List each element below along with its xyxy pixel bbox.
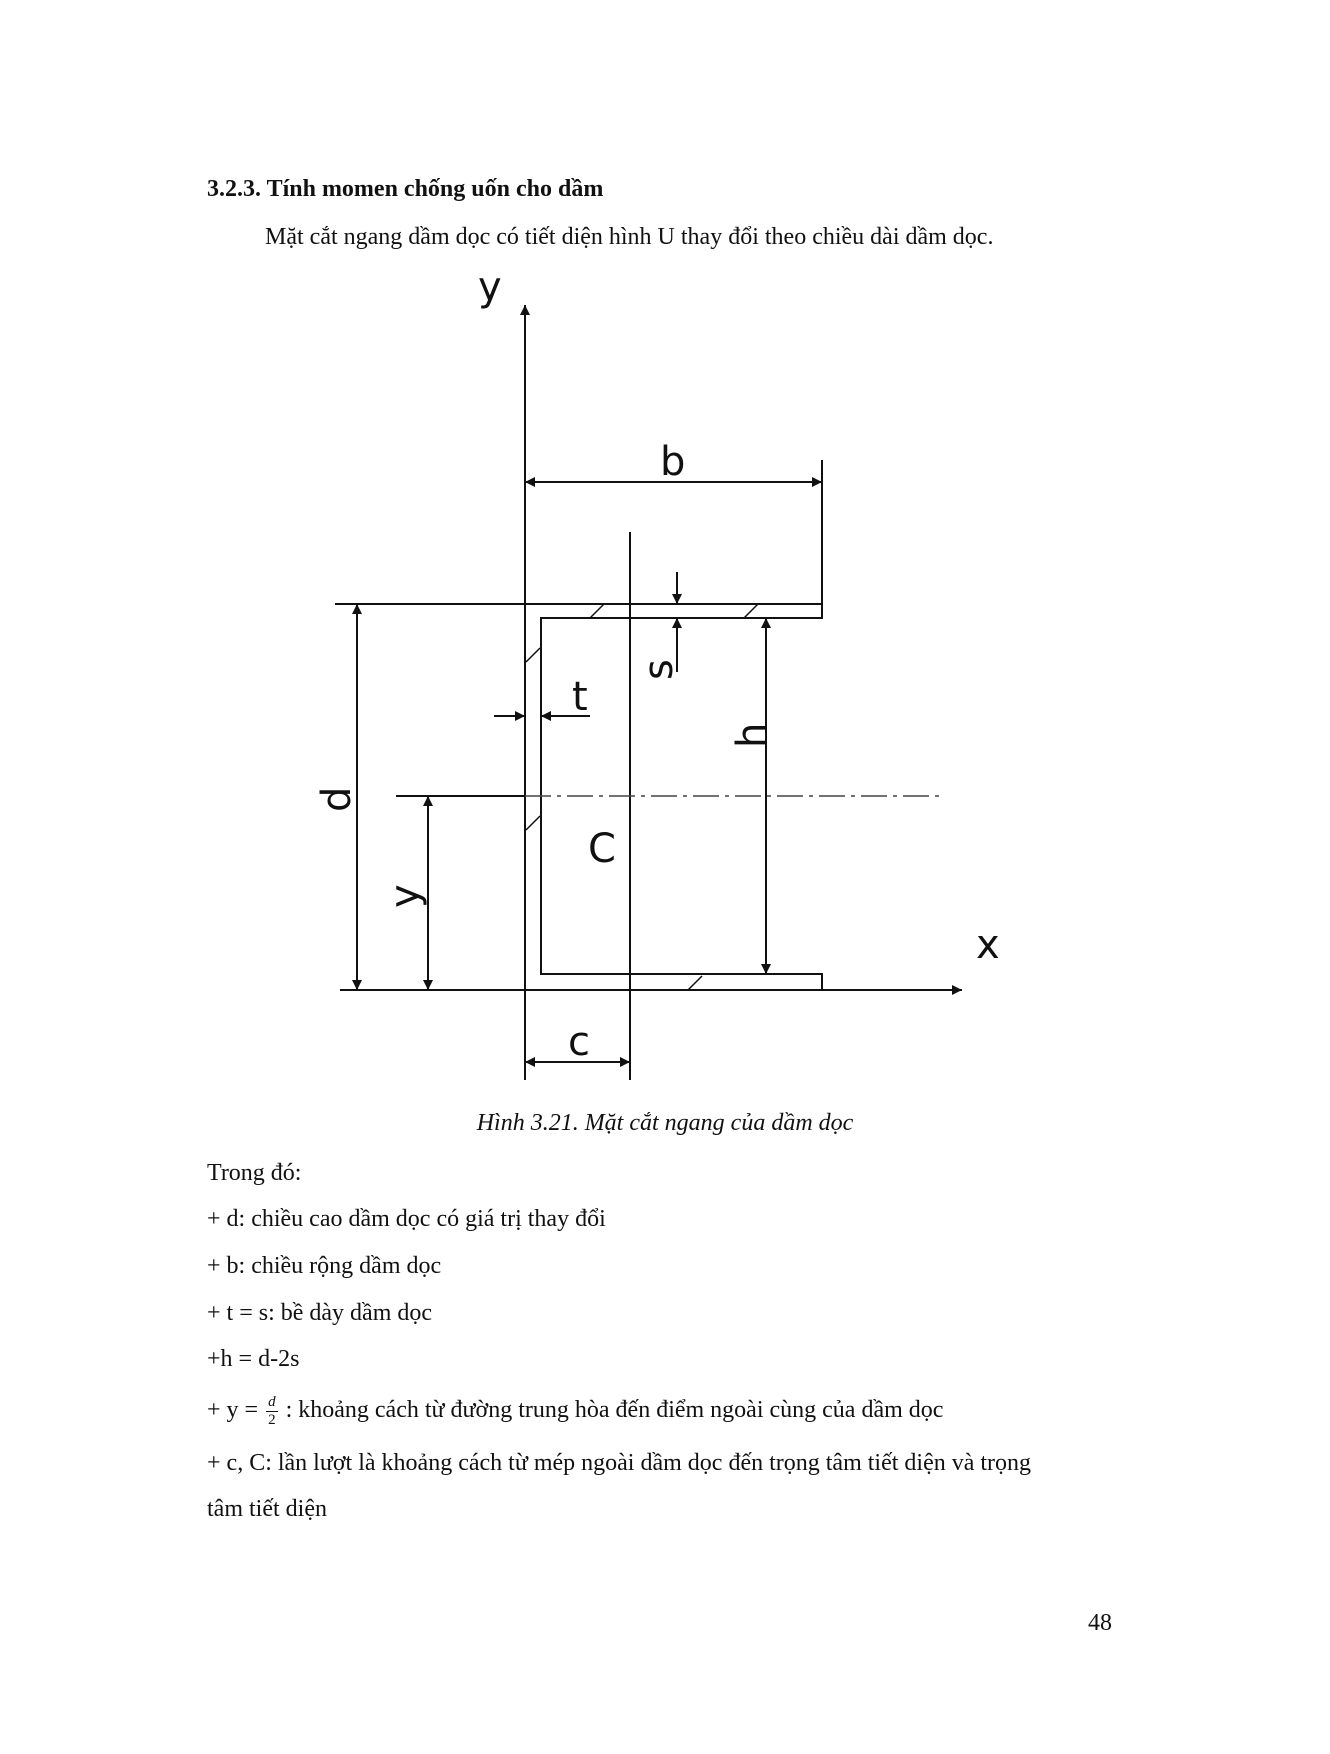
list-item-continuation: tâm tiết diện	[207, 1496, 327, 1522]
page-number: 48	[1088, 1610, 1112, 1636]
fraction-denominator: 2	[268, 1412, 276, 1428]
list-item: +h = d-2s	[207, 1346, 300, 1372]
list-item: + b: chiều rộng dầm dọc	[207, 1253, 442, 1279]
legend-intro: Trong đó:	[207, 1160, 302, 1186]
y-dimension-label: y	[382, 884, 428, 908]
c-label: c	[568, 1019, 590, 1065]
list-item: + d: chiều cao dầm dọc có giá trị thay đổi	[207, 1206, 606, 1232]
list-item: + t = s: bề dày dầm dọc	[207, 1300, 433, 1326]
h-label: h	[729, 722, 775, 748]
x-axis-label: x	[976, 922, 1000, 968]
list-item: + c, C: lần lượt là khoảng cách từ mép ngoài dầm dọc đến trọng tâm tiết diện và trọng	[207, 1450, 1032, 1476]
fraction	[266, 1394, 278, 1429]
t-label: t	[572, 674, 588, 720]
fraction-numerator: d	[268, 1394, 276, 1410]
d-label: d	[314, 786, 360, 812]
y-formula-prefix: + y =	[207, 1397, 259, 1424]
C-label: C	[588, 826, 616, 872]
y-axis-label: y	[478, 264, 502, 310]
intro-paragraph: Mặt cắt ngang dầm dọc có tiết diện hình U thay đổi theo chiều dài dầm dọc.	[265, 224, 994, 250]
section-heading: 3.2.3. Tính momen chống uốn cho dầm	[207, 176, 604, 202]
b-label: b	[660, 439, 686, 485]
figure-caption: Hình 3.21. Mặt cắt ngang của dầm dọc	[476, 1110, 854, 1136]
u-section-figure	[314, 262, 1000, 1102]
list-item-y-formula	[207, 1394, 943, 1429]
s-label: s	[636, 659, 682, 680]
y-formula-suffix: : khoảng cách từ đường trung hòa đến điểm ngoài cùng của dầm dọc	[285, 1397, 944, 1424]
